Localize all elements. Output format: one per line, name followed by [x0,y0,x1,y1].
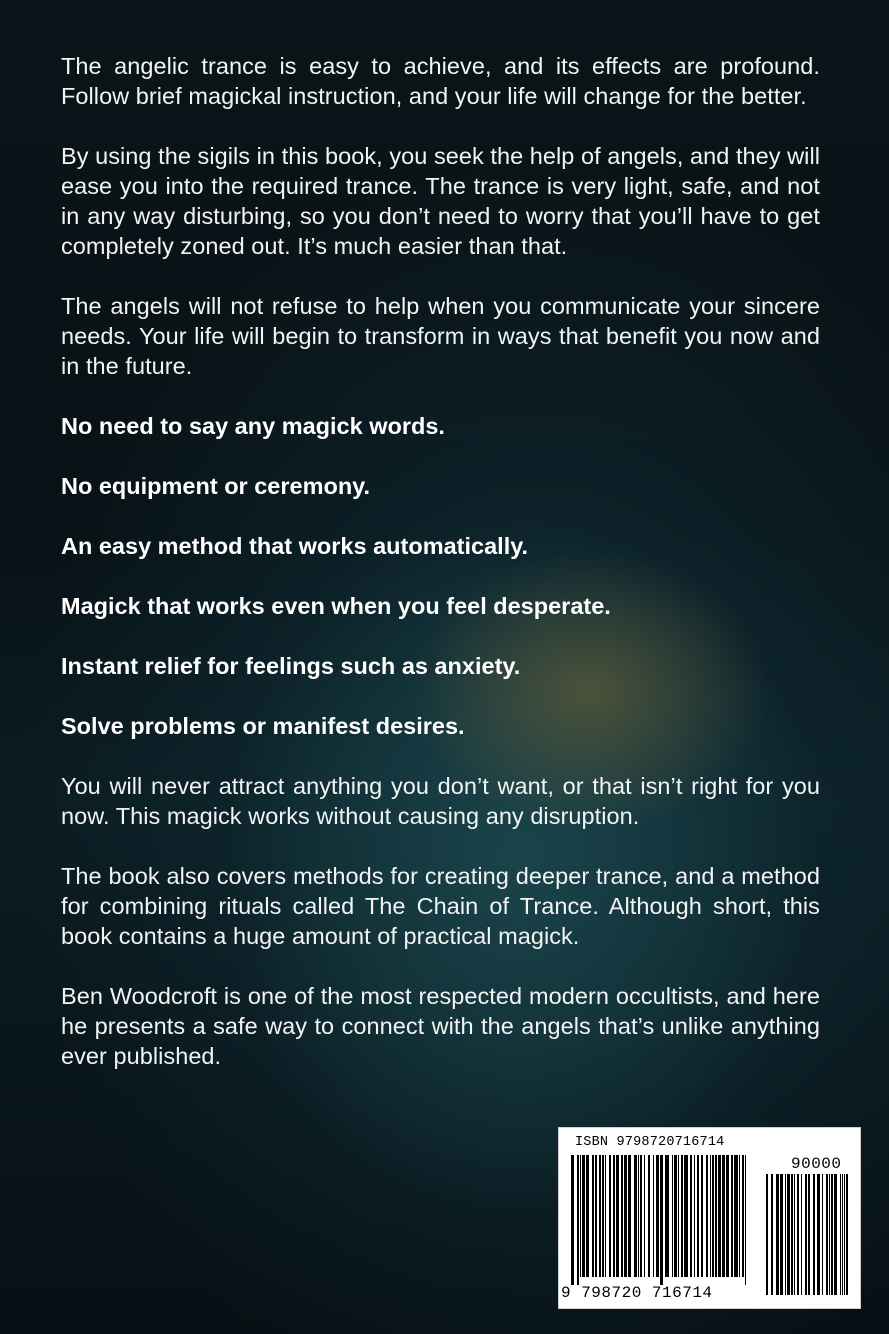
barcode-bar [718,1155,721,1277]
barcode-bar [690,1155,692,1277]
barcode-bar [599,1155,601,1277]
barcode-bar [808,1174,810,1295]
barcode-bar [609,1155,611,1277]
barcode-bar [602,1155,604,1277]
barcode-bar [822,1174,823,1295]
barcode-bar [638,1155,639,1277]
barcode-bar [694,1155,695,1277]
barcode-bar [660,1155,663,1285]
barcode-bar [829,1174,830,1295]
barcode-bar [797,1174,799,1295]
barcode-digits: 9 798720 716714 [561,1284,713,1302]
barcode-bar [794,1174,795,1295]
feature-line: An easy method that works automatically. [61,533,529,559]
barcode-bar [640,1155,642,1277]
barcode-bar [681,1155,683,1277]
barcode-bar [595,1155,597,1277]
barcode-bar [592,1155,594,1277]
barcode-bar [734,1155,738,1277]
barcode-bar [634,1155,637,1277]
barcode-bar [653,1155,654,1277]
barcode-bar [605,1155,606,1277]
feature-line: Solve problems or manifest desires. [61,713,465,739]
barcode-bar [813,1174,815,1295]
barcode-bar [722,1155,725,1277]
barcode-bar [742,1155,744,1277]
main-barcode-bars [569,1155,751,1285]
barcode-bar [712,1155,714,1277]
barcode-bar [826,1174,828,1295]
sigils-paragraph: By using the sigils in this book, you seek the help of angels, and they will ease you into the required trance. The trance is very light, safe, and not in any way disturbing, so you don’t need to worry that you’ll have to get completely zoned out. It’s much easier than that. [61,143,820,259]
chain-paragraph: The book also covers methods for creating deeper trance, and a method for combining rituals called The Chain of Trance. Although short, this book contains a huge amount of practical magick. [61,863,820,949]
barcode-bar [805,1174,807,1295]
feature-line: No equipment or ceremony. [61,473,371,499]
barcode-bar [684,1155,688,1277]
barcode-bar [785,1174,786,1295]
barcode-bar [840,1174,841,1295]
author-paragraph: Ben Woodcroft is one of the most respected modern occultists, and here he presents a safe way to connect with the angels that’s unlike anything ever published. [61,983,820,1069]
feature-line: No need to say any magick words. [61,413,445,439]
barcode-bar [621,1155,623,1277]
barcode-bar [672,1155,673,1277]
barcode-bar [771,1174,773,1295]
disruption-paragraph: You will never attract anything you don’t want, or that isn’t right for you now. This magick works without causing any disruption. [61,773,820,829]
barcode-bar [844,1174,845,1295]
barcode-bar [710,1155,711,1277]
feature-line: Instant relief for feelings such as anxiety. [61,653,521,679]
barcode-bar [586,1155,589,1277]
barcode-bar [787,1174,790,1295]
barcode-bar [706,1155,708,1277]
barcode-bar [739,1155,740,1277]
intro-paragraph: The angelic trance is easy to achieve, and its effects are profound. Follow brief magickal instruction, and your life will change for the better. [61,53,820,109]
angels-paragraph: The angels will not refuse to help when you communicate your sincere needs. Your life will begin to transform in ways that benefit you now and in the future. [61,293,820,379]
barcode-bar [766,1174,768,1295]
barcode-bar [731,1155,733,1277]
barcode-bar [846,1174,848,1295]
barcode-bar [656,1155,659,1277]
price-addon-label: 90000 [791,1155,842,1173]
barcode-bar [580,1155,581,1277]
barcode-bar [616,1155,619,1277]
barcode-bar [745,1155,746,1285]
barcode-bar [582,1155,585,1277]
addon-barcode-bars [764,1174,852,1303]
barcode-bar [831,1174,833,1295]
barcode-bar [834,1174,837,1295]
barcode-bar [571,1155,574,1285]
barcode-bar [678,1155,679,1277]
barcode-bar [674,1155,677,1277]
cover-text [61,51,820,1101]
barcode-bar [726,1155,729,1277]
barcode-bar [577,1155,579,1285]
barcode-bar [644,1155,645,1277]
isbn-barcode [558,1127,861,1309]
isbn-label: ISBN 9798720716714 [575,1135,725,1150]
barcode-bar [701,1155,703,1277]
feature-line: Magick that works even when you feel desperate. [61,593,611,619]
barcode-bar [776,1174,779,1295]
barcode-bar [624,1155,627,1277]
barcode-bar [780,1174,783,1295]
barcode-bar [791,1174,793,1295]
barcode-bar [665,1155,669,1277]
barcode-bar [648,1155,650,1277]
barcode-bar [842,1174,843,1295]
barcode-bar [801,1174,802,1295]
barcode-bar [697,1155,699,1277]
barcode-bar [817,1174,820,1295]
barcode-bar [628,1155,631,1277]
barcode-bar [715,1155,717,1277]
barcode-bar [613,1155,615,1277]
